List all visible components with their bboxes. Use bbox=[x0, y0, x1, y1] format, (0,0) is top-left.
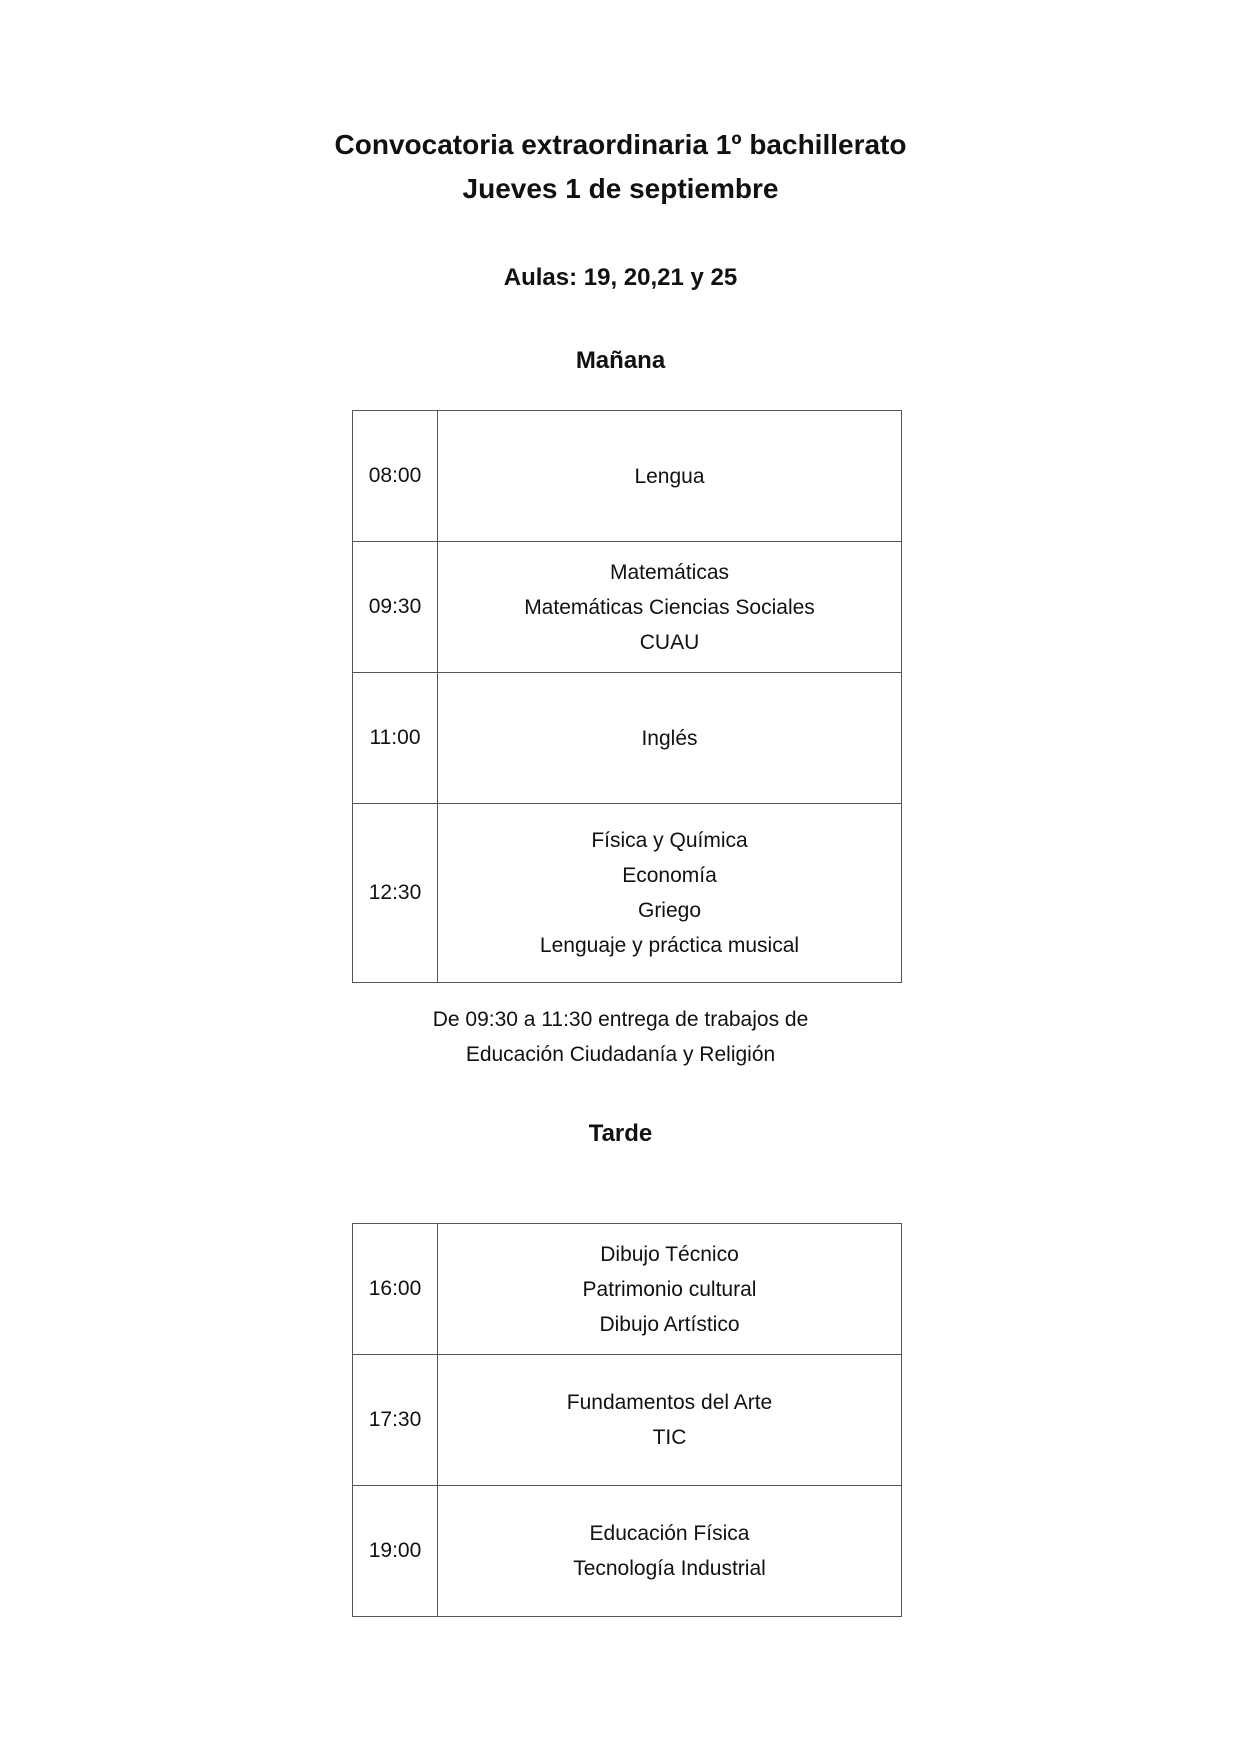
subject-label: Matemáticas bbox=[609, 560, 730, 584]
time-cell: 11:00 bbox=[353, 673, 438, 804]
subject-label: CUAU bbox=[639, 630, 700, 654]
subject-label: Tecnología Industrial bbox=[573, 1557, 766, 1580]
table-row bbox=[353, 1355, 902, 1486]
table-row bbox=[353, 673, 902, 804]
delivery-note bbox=[0, 1002, 1241, 1072]
subjects-cell bbox=[438, 411, 902, 542]
subject-label: Inglés bbox=[641, 726, 698, 750]
subject-label: Educación Física bbox=[589, 1522, 750, 1545]
afternoon-heading: Tarde bbox=[588, 1120, 653, 1147]
page-title bbox=[0, 123, 1241, 211]
time-cell: 17:30 bbox=[353, 1355, 438, 1486]
subject-label: Lengua bbox=[634, 464, 705, 488]
time-cell: 08:00 bbox=[353, 411, 438, 542]
time-cell: 09:30 bbox=[353, 542, 438, 673]
subject-label: Matemáticas Ciencias Sociales bbox=[524, 595, 815, 619]
note-line-2: Educación Ciudadanía y Religión bbox=[465, 1043, 776, 1066]
title-line-2: Jueves 1 de septiembre bbox=[462, 173, 779, 204]
subject-label: Griego bbox=[637, 899, 702, 922]
subjects-cell bbox=[438, 542, 902, 673]
subjects-cell bbox=[438, 1486, 902, 1617]
table-row bbox=[353, 542, 902, 673]
time-cell: 12:30 bbox=[353, 804, 438, 983]
morning-schedule-table bbox=[352, 410, 902, 983]
time-cell: 19:00 bbox=[353, 1486, 438, 1617]
subject-label: Patrimonio cultural bbox=[582, 1277, 757, 1301]
subject-label: Física y Química bbox=[591, 829, 748, 852]
subject-label: TIC bbox=[652, 1426, 687, 1449]
subject-label: Lenguaje y práctica musical bbox=[539, 934, 800, 957]
morning-heading: Mañana bbox=[575, 347, 666, 374]
afternoon-schedule-table bbox=[352, 1223, 902, 1617]
subject-label: Dibujo Artístico bbox=[599, 1312, 740, 1336]
subject-label: Dibujo Técnico bbox=[600, 1242, 739, 1266]
table-row bbox=[353, 411, 902, 542]
note-line-1: De 09:30 a 11:30 entrega de trabajos de bbox=[432, 1008, 809, 1031]
subjects-cell bbox=[438, 1355, 902, 1486]
subjects-cell bbox=[438, 1224, 902, 1355]
rooms-heading: Aulas: 19, 20,21 y 25 bbox=[503, 264, 738, 291]
table-row bbox=[353, 804, 902, 983]
subjects-cell bbox=[438, 804, 902, 983]
table-row bbox=[353, 1224, 902, 1355]
time-cell: 16:00 bbox=[353, 1224, 438, 1355]
subjects-cell bbox=[438, 673, 902, 804]
subject-label: Fundamentos del Arte bbox=[566, 1391, 773, 1414]
table-row bbox=[353, 1486, 902, 1617]
title-line-1: Convocatoria extraordinaria 1º bachillerato bbox=[334, 129, 907, 160]
subject-label: Economía bbox=[622, 864, 717, 887]
